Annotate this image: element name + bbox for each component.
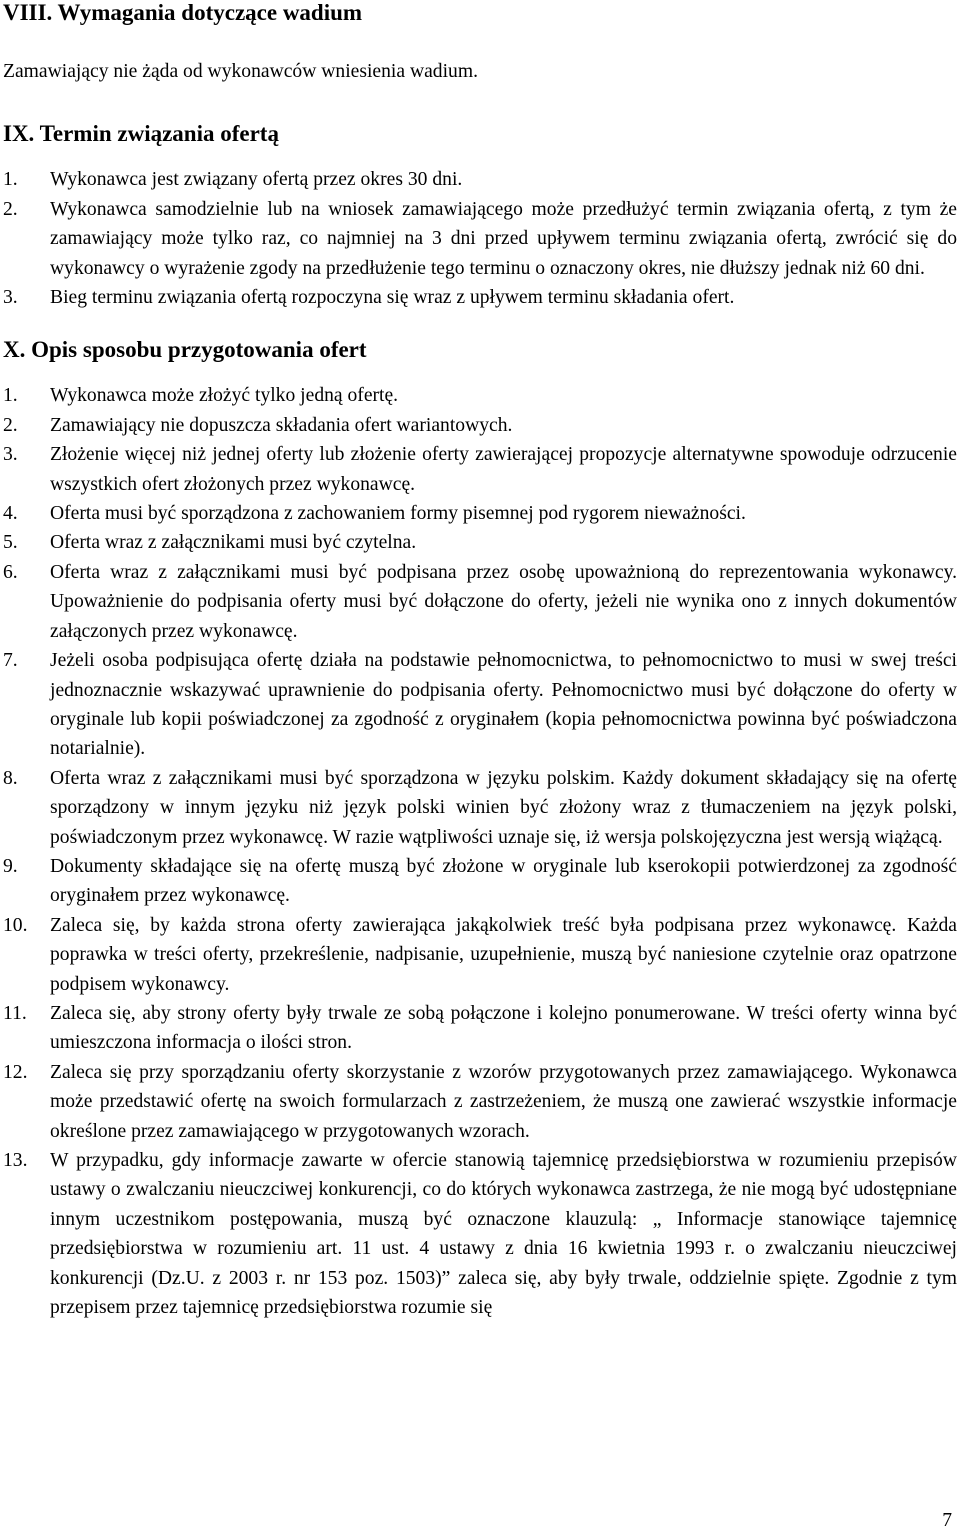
- item-number: 10.: [3, 914, 28, 936]
- item-text: Zamawiający nie dopuszcza składania ofert wariantowych.: [50, 414, 513, 436]
- item-number: 13.: [3, 1150, 28, 1171]
- list-item: [3, 499, 957, 528]
- item-text: Wykonawca jest związany ofertą przez okres 30 dni.: [50, 169, 463, 191]
- item-number: 7.: [3, 650, 18, 672]
- list-item: [3, 195, 957, 283]
- list-item: [3, 646, 957, 764]
- item-number: 3.: [3, 444, 18, 466]
- list-item: [3, 283, 957, 312]
- item-text: Jeżeli osoba podpisująca ofertę działa na podstawie pełnomocnictwa, to pełnomocnictwo to musi w swej treści jednoznacznie wskazywać uprawnienie do podpisania oferty. Pełnomocnictwo musi być dołączone do oferty w oryginale lub kopii poświadczonej za zgodność z oryginałem (kopia pełnomocnictwa powinna być poświadczona notarialnie).: [50, 650, 957, 760]
- list-item: [3, 165, 957, 194]
- list-item: [3, 558, 957, 646]
- item-number: 8.: [3, 767, 18, 789]
- item-text: Wykonawca może złożyć tylko jedną ofertę.: [50, 385, 399, 407]
- item-number: 5.: [3, 532, 18, 554]
- item-number: 9.: [3, 855, 18, 877]
- section-10-heading: X. Opis sposobu przygotowania ofert: [3, 337, 367, 363]
- item-number: 4.: [3, 503, 18, 525]
- list-item: [3, 764, 957, 852]
- item-text: Wykonawca samodzielnie lub na wniosek zamawiającego może przedłużyć termin związania ofertą, z tym że zamawiający może tylko raz, co najmniej na 3 dni przed upływem terminu związania ofertą, zwrócić się do wykonawcy o wyrażenie zgody na przedłużenie tego terminu o oznaczony okres, nie dłuższy jednak niż 60 dni.: [50, 198, 957, 279]
- item-text: Oferta wraz z załącznikami musi być czytelna.: [50, 532, 417, 554]
- page-number: 7: [942, 1510, 952, 1531]
- item-number: 12.: [3, 1061, 28, 1083]
- list-item: [3, 999, 957, 1058]
- section-8-paragraph: Zamawiający nie żąda od wykonawców wniesienia wadium.: [3, 61, 478, 82]
- list-item: [3, 911, 957, 999]
- item-text: Zaleca się, aby strony oferty były trwale ze sobą połączone i kolejno ponumerowane. W treści oferty winna być umieszczona informacja o ilości stron.: [50, 1002, 957, 1054]
- item-text: Złożenie więcej niż jednej oferty lub złożenie oferty zawierającej propozycje alternatywne spowoduje odrzucenie wszystkich ofert złożonych przez wykonawcę.: [50, 444, 957, 495]
- item-text: Oferta wraz z załącznikami musi być sporządzona w języku polskim. Każdy dokument składający się na ofertę sporządzony w innym języku niż język polski winien być złożony wraz z tłumaczeniem na język polski, poświadczonym przez wykonawcę. W razie wątpliwości uznaje się, iż wersja polskojęzyczna jest wersją wiążącą.: [50, 767, 957, 848]
- list-item: [3, 440, 957, 499]
- section-9-list: [3, 165, 957, 312]
- item-text: W przypadku, gdy informacje zawarte w ofercie stanowią tajemnicę przedsiębiorstwa w rozumieniu przepisów ustawy o zwalczaniu nieuczciwej konkurencji, co do których wykonawca zastrzega, że nie mogą być udostępniane innym uczestnikom postępowania, muszą być oznaczone klauzulą: „ Informacje stanowiące tajemnicę przedsiębiorstwa w rozumieniu art. 11 ust. 4 ustawy z dnia 16 kwietnia 1993 r. o zwalczaniu nieuczciwej konkurencji (Dz.U. z 2003 r. nr 153 poz. 1503)” zaleca się, aby były trwale, oddzielnie spięte. Zgodnie z tym przepisem przez tajemnicę przedsiębiorstwa rozumie się: [50, 1150, 957, 1319]
- item-number: 2.: [3, 414, 18, 436]
- item-text: Bieg terminu związania ofertą rozpoczyna się wraz z upływem terminu składania ofert.: [50, 287, 735, 309]
- list-item: [3, 381, 957, 410]
- item-text: Zaleca się przy sporządzaniu oferty skorzystanie z wzorów przygotowanych przez zamawiającego. Wykonawca może przedstawić ofertę na swoich formularzach z zastrzeżeniem, że muszą one zawierać wszystkie informacje określone przez zamawiającego w przygotowanych wzorach.: [50, 1061, 957, 1142]
- item-text: Oferta wraz z załącznikami musi być podpisana przez osobę upoważnioną do reprezentowania wykonawcy. Upoważnienie do podpisania oferty musi być dołączone do oferty, jeżeli nie wynika ono z innych dokumentów załączonych przez wykonawcę.: [50, 561, 957, 642]
- section-8-heading: VIII. Wymagania dotyczące wadium: [3, 0, 363, 25]
- item-number: 3.: [3, 287, 18, 309]
- item-number: 2.: [3, 198, 18, 220]
- list-item: [3, 1058, 957, 1146]
- item-number: 1.: [3, 385, 18, 407]
- item-number: 6.: [3, 561, 18, 583]
- section-9-heading: IX. Termin związania ofertą: [3, 121, 279, 147]
- list-item: [3, 411, 957, 440]
- item-text: Oferta musi być sporządzona z zachowaniem formy pisemnej pod rygorem nieważności.: [50, 503, 746, 525]
- list-item: [3, 528, 957, 557]
- item-text: Zaleca się, by każda strona oferty zawierająca jakąkolwiek treść była podpisana przez wykonawcę. Każda poprawka w treści oferty, przekreślenie, nadpisanie, uzupełnienie, muszą być naniesione czytelnie oraz opatrzone podpisem wykonawcy.: [50, 914, 957, 995]
- list-item: [3, 1146, 957, 1322]
- item-text: Dokumenty składające się na ofertę muszą być złożone w oryginale lub kserokopii potwierdzonej za zgodność oryginałem przez wykonawcę.: [50, 855, 957, 907]
- item-number: 11.: [3, 1002, 27, 1024]
- section-10-list: [3, 381, 957, 1322]
- item-number: 1.: [3, 169, 18, 191]
- list-item: [3, 852, 957, 911]
